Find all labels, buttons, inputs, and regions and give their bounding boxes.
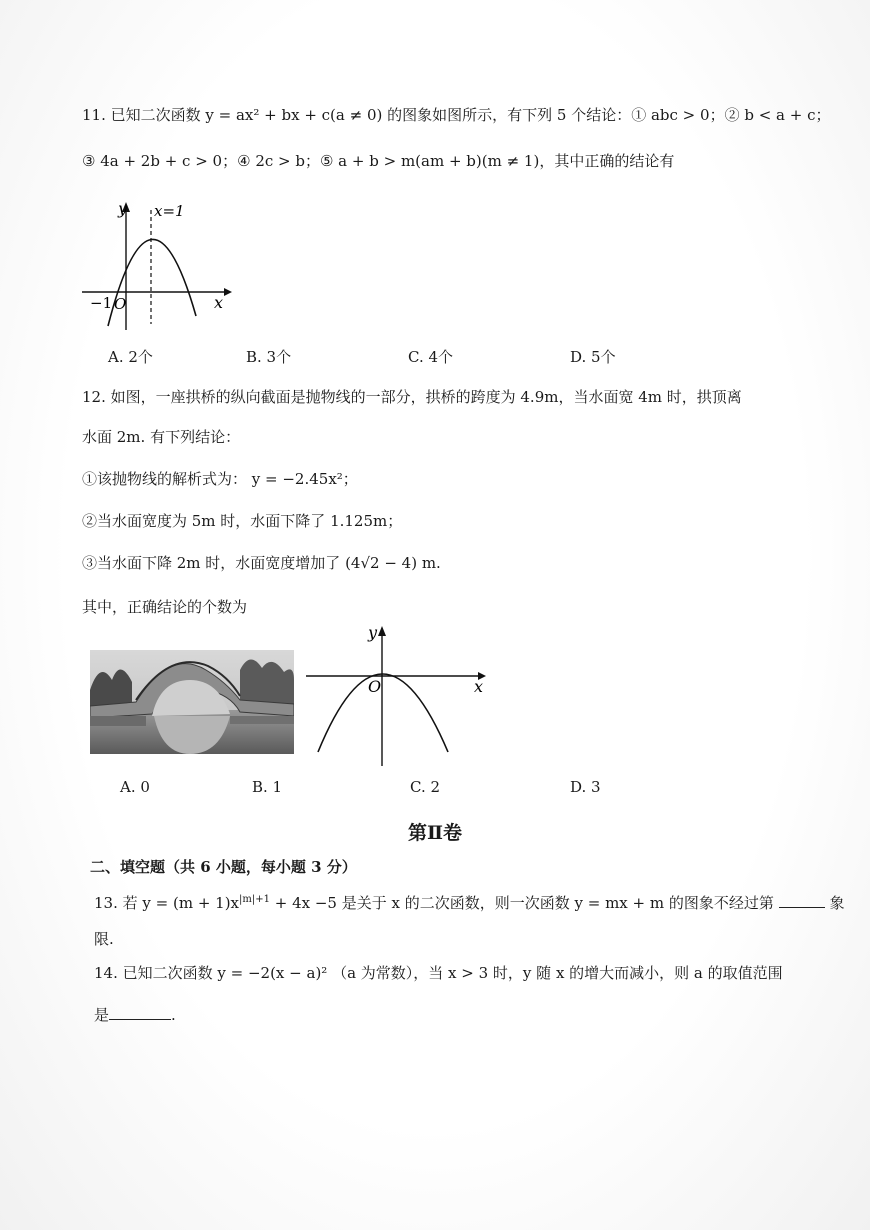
q12-option-b: B. 1	[252, 778, 283, 796]
q13-answer-blank[interactable]	[779, 907, 825, 908]
q13-exponent: |m|+1	[239, 894, 270, 905]
q11-line1: 11. 已知二次函数 y = ax² + bx + c(a ≠ 0) 的图象如图所示，有下列 5 个结论：① abc > 0；② b < a + c；	[82, 106, 831, 124]
q12-conclusion-2: ②当水面宽度为 5m 时，水面下降了 1.125m；	[82, 512, 403, 530]
q12-line2: 水面 2m. 有下列结论：	[82, 428, 241, 446]
q12-graph-y-label: y	[368, 623, 378, 642]
q13-line2: 限.	[94, 930, 114, 948]
q11-graph-origin: O	[114, 295, 127, 313]
q12-option-d: D. 3	[570, 778, 601, 796]
q12-conclusion-3: ③当水面下降 2m 时，水面宽度增加了 (4√2 − 4) m.	[82, 554, 441, 572]
q12-question: 其中，正确结论的个数为	[82, 598, 248, 616]
q14-text-end: .	[171, 1006, 176, 1024]
q11-option-c: C. 4个	[408, 348, 454, 366]
q11-graph-axis-label: x=1	[154, 202, 185, 220]
q14-answer-blank[interactable]	[109, 1019, 171, 1020]
q12-line1: 12. 如图，一座拱桥的纵向截面是抛物线的一部分，拱桥的跨度为 4.9m，当水面宽 4m 时，拱顶离	[82, 388, 742, 406]
section-heading: 二、填空题（共 6 小题，每小题 3 分）	[90, 858, 357, 876]
section-title: 第Ⅱ卷	[407, 822, 462, 844]
bridge-photo	[90, 650, 294, 754]
q14-text-pre: 是	[94, 1006, 110, 1024]
q13-text-pre: 13. 若 y = (m + 1)x	[94, 894, 240, 912]
q11-graph-x-label: x	[214, 293, 224, 312]
q13-text-end: 象	[829, 894, 845, 912]
q12-graph-origin: O	[368, 677, 382, 696]
q11-parabola-graph	[78, 196, 238, 336]
q11-option-b: B. 3个	[246, 348, 292, 366]
q11-option-d: D. 5个	[570, 348, 616, 366]
q11-graph-y-label: y	[118, 199, 128, 218]
q14-line1: 14. 已知二次函数 y = −2(x − a)² （a 为常数），当 x > 3 时，y 随 x 的增大而减小，则 a 的取值范围	[94, 964, 783, 982]
q13-text-post: + 4x −5 是关于 x 的二次函数，则一次函数 y = mx + m 的图象不经过第	[269, 894, 774, 912]
q14-line2	[94, 1004, 176, 1025]
q12-option-a: A. 0	[120, 778, 150, 796]
q13-line1	[94, 892, 844, 913]
q12-option-c: C. 2	[410, 778, 441, 796]
q11-option-a: A. 2个	[108, 348, 153, 366]
q12-graph-x-label: x	[474, 677, 484, 696]
q11-line2: ③ 4a + 2b + c > 0；④ 2c > b；⑤ a + b > m(am + b)(m ≠ 1)，其中正确的结论有	[82, 152, 675, 170]
q12-parabola-graph	[302, 620, 498, 768]
q11-graph-neg-one: −1	[90, 294, 113, 312]
q12-conclusion-1: ①该抛物线的解析式为： y = −2.45x²；	[82, 470, 358, 488]
